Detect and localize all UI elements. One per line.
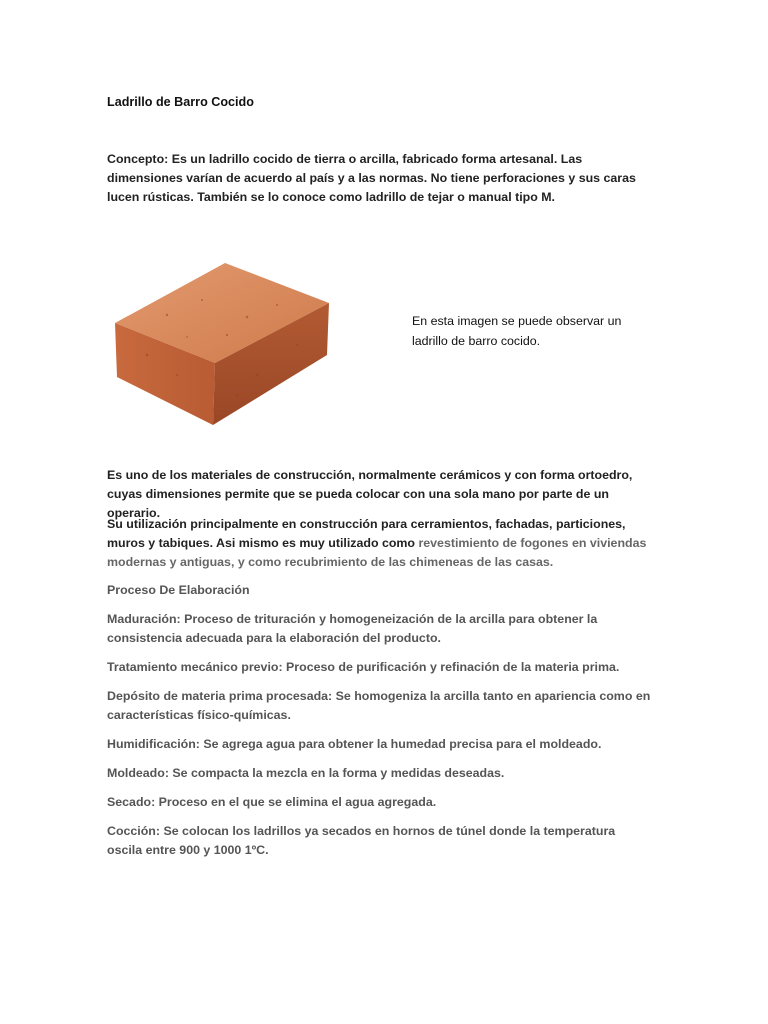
section-heading: Proceso De Elaboración — [107, 583, 250, 597]
concept-paragraph: Concepto: Es un ladrillo cocido de tierra o arcilla, fabricado forma artesanal. Las dimensiones varían de acuerdo al país y a las normas. No tiene perforaciones y sus caras lucen rústicas. También se lo conoce como ladrillo de tejar o manual tipo M. — [107, 152, 636, 204]
step-label: Humidificación: — [107, 737, 200, 751]
step-label: Secado: — [107, 795, 156, 809]
process-step — [107, 610, 652, 648]
step-text: Se homogeniza la arcilla tanto en apariencia como en características físico-químicas. — [107, 689, 651, 722]
step-text: Se agrega agua para obtener la humedad precisa para el moldeado. — [199, 737, 602, 751]
process-step — [107, 822, 652, 860]
step-label: Cocción: — [107, 824, 161, 838]
step-text: Proceso de trituración y homogeneización de la arcilla para obtener la consistencia adecuada para la elaboración del producto. — [107, 612, 598, 645]
process-step — [107, 735, 652, 754]
brick-image — [107, 245, 337, 427]
image-caption: En esta imagen se puede observar un ladrillo de barro cocido. — [412, 314, 622, 349]
step-text: Proceso de purificación y refinación de la materia prima. — [282, 660, 620, 674]
step-text: Se colocan los ladrillos ya secados en hornos de túnel donde la temperatura oscila entre 900 y 1000 1ºC. — [107, 824, 616, 857]
process-step — [107, 764, 652, 783]
paragraph-usage — [107, 515, 652, 572]
process-step — [107, 687, 652, 725]
paragraph-usage-part-a: Su utilización principalmente en construcción para cerramientos, fachadas, particiones, muros y tabiques. Asi mismo es muy utilizado como — [107, 517, 626, 550]
step-label: Maduración: — [107, 612, 181, 626]
step-label: Depósito de materia prima procesada: — [107, 689, 333, 703]
document-title: Ladrillo de Barro Cocido — [107, 95, 254, 109]
process-step — [107, 793, 652, 812]
step-label: Moldeado: — [107, 766, 169, 780]
step-label: Tratamiento mecánico previo: — [107, 660, 283, 674]
paragraph-usage-part-b: revestimiento de fogones en viviendas modernas y antiguas, y como recubrimiento de las chimeneas de las casas. — [107, 536, 647, 569]
step-text: Se compacta la mezcla en la forma y medidas deseadas. — [168, 766, 505, 780]
paragraph-materials: Es uno de los materiales de construcción, normalmente cerámicos y con forma ortoedro, cuyas dimensiones permite que se pueda colocar con una sola mano por parte de un operario. — [107, 468, 633, 520]
process-step — [107, 658, 652, 677]
step-text: Proceso en el que se elimina el agua agregada. — [155, 795, 437, 809]
